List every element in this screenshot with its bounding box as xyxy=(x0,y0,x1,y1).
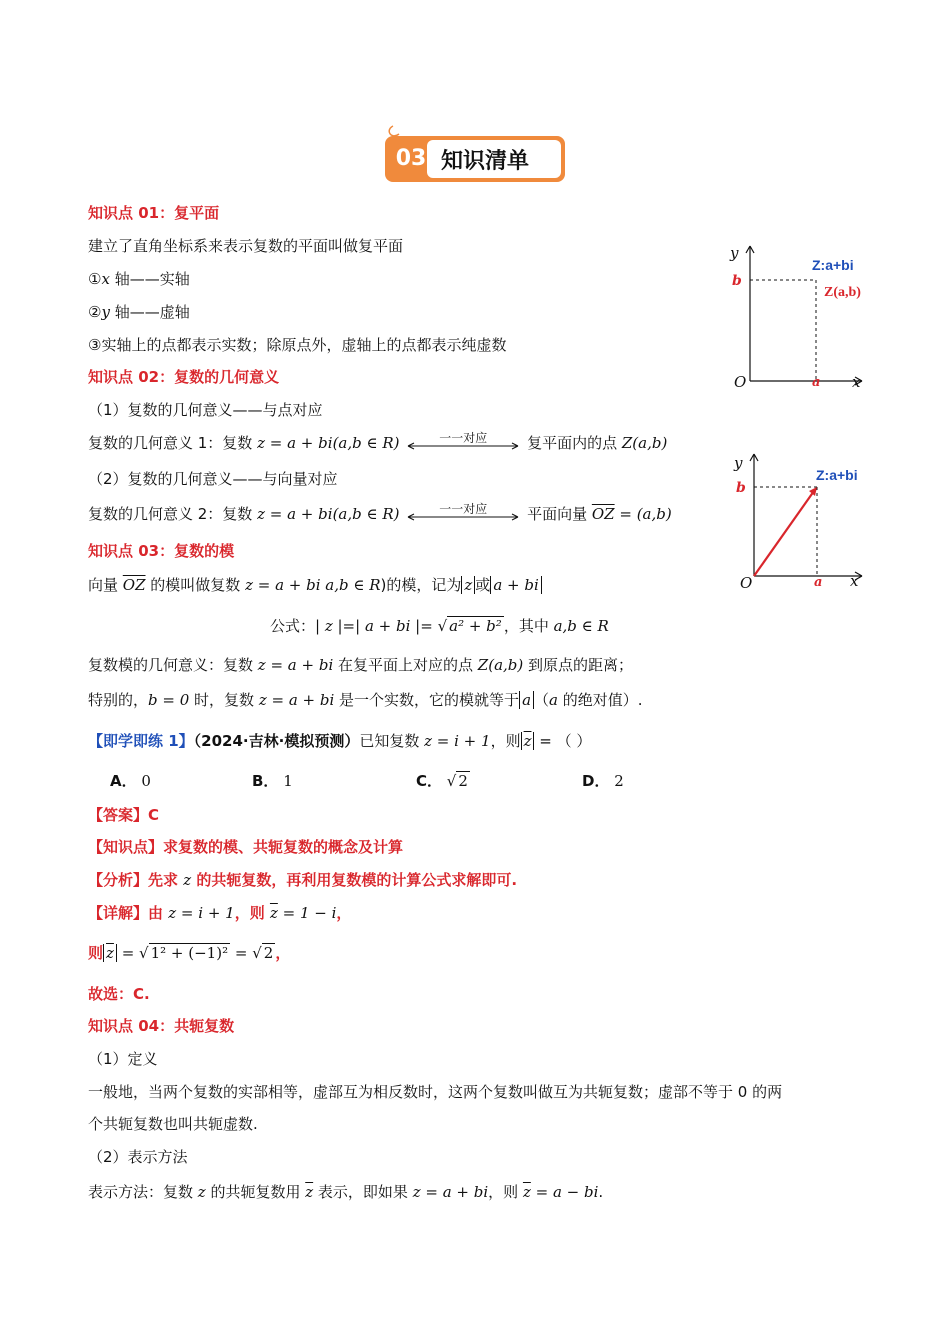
kp4-def-line2: 个共轭复数也叫共轭虚数. xyxy=(88,1115,258,1133)
correspondence-arrow-2: 一一对应 xyxy=(404,505,522,525)
kp1-item3: ③实轴上的点都表示实数；除原点外，虚轴上的点都表示纯虚数 xyxy=(88,336,507,354)
option-b[interactable]: B． 1 xyxy=(252,772,293,790)
detail: 【详解】由 z = i + 1，则 $\overline{z} = 1 - i$， xyxy=(88,904,352,922)
option-d[interactable]: D． 2 xyxy=(582,772,624,790)
kp3-formula: 公式：| z |=| a + bi |= √ a² + b² ，其中 a,b ∈ R xyxy=(270,617,609,635)
a-label: a xyxy=(814,575,823,590)
header-title: 知识清单 xyxy=(441,149,530,174)
a-label: a xyxy=(812,375,821,390)
y-label: y xyxy=(730,244,739,262)
kp2-sub1: （1）复数的几何意义——与点对应 xyxy=(88,401,323,419)
kp2-line1: 复数的几何意义 1：复数 z = a + bi(a,b ∈ R) 一一对应 复平面内的点 Z(a,b) xyxy=(88,430,668,452)
kp3-line1: 向量 $\overline{OZ}$ 的模叫做复数 z = a + bi a,b ∈ R)的模，记为 z 或 a + bi xyxy=(88,574,542,596)
kp4-sub2: （2）表示方法 xyxy=(88,1148,188,1166)
kp3-special-case: 特别的，b = 0 时，复数 z = a + bi 是一个实数，它的模就等于 a （a 的绝对值）. xyxy=(88,691,643,709)
y-label: y xyxy=(734,454,743,472)
kp4-sub1: （1）定义 xyxy=(88,1050,158,1068)
knowledge-point-tag: 【知识点】求复数的模、共轭复数的概念及计算 xyxy=(88,838,404,856)
kp1-title: 知识点 01：复平面 xyxy=(88,204,220,222)
origin-label: O xyxy=(734,373,747,391)
x-label: x xyxy=(850,572,859,590)
exercise-options xyxy=(110,770,670,794)
kp2-sub2: （2）复数的几何意义——与向量对应 xyxy=(88,470,338,488)
b-label: b xyxy=(732,273,742,289)
final-choice: 故选：C. xyxy=(88,985,150,1003)
answer: 【答案】C xyxy=(88,806,160,824)
kp1-item1: ①x 轴——实轴 xyxy=(88,270,190,288)
b-label: b xyxy=(736,480,746,496)
figure-complex-plane-vector xyxy=(720,450,880,594)
point-label-coordinates: Z(a,b) xyxy=(824,285,861,300)
kp3-geometric-meaning: 复数模的几何意义：复数 z = a + bi 在复平面上对应的点 Z(a,b) 到原点的距离； xyxy=(88,656,634,674)
option-c[interactable]: C． √ 2 xyxy=(416,772,468,790)
point-label-complex: Z:a+bi xyxy=(816,467,858,483)
kp1-definition: 建立了直角坐标系来表示复数的平面叫做复平面 xyxy=(88,237,404,255)
figure-complex-plane-point xyxy=(720,240,880,392)
kp4-title: 知识点 04：共轭复数 xyxy=(88,1017,235,1035)
origin-label: O xyxy=(740,574,753,592)
analysis: 【分析】先求 z 的共轭复数，再利用复数模的计算公式求解即可. xyxy=(88,871,518,889)
vector-oz xyxy=(754,491,814,576)
kp1-item2: ②y 轴——虚轴 xyxy=(88,303,190,321)
header-number: 03 xyxy=(395,146,427,171)
kp4-representation: 表示方法：复数 z 的共轭复数用 $\overline{z}$ 表示，即如果 z = a + bi，则 $\overline{z} = a$ − bi. xyxy=(88,1183,604,1201)
kp2-title: 知识点 02：复数的几何意义 xyxy=(88,368,280,386)
section-header xyxy=(383,118,573,192)
kp4-def-line1: 一般地，当两个复数的实部相等，虚部互为相反数时，这两个复数叫做互为共轭复数；虚部不等于 0 的两 xyxy=(88,1083,783,1101)
kp2-line2: 复数的几何意义 2：复数 z = a + bi(a,b ∈ R) 一一对应 平面向量 $\overline{OZ} = (a,b)$ xyxy=(88,501,672,523)
correspondence-arrow: 一一对应 xyxy=(404,434,522,454)
x-label: x xyxy=(852,373,861,391)
exercise-question: 【即学即练 1】（2024·吉林·模拟预测）已知复数 z = i + 1，则 $\overline{z}$ = （ ） xyxy=(88,732,592,750)
option-a[interactable]: A． 0 xyxy=(110,772,151,790)
calculation: 则 $\overline{z}$ = √ 1² + (−1)² = √ 2 ， xyxy=(88,944,291,962)
kp3-title: 知识点 03：复数的模 xyxy=(88,542,235,560)
point-label-complex: Z:a+bi xyxy=(812,257,854,273)
